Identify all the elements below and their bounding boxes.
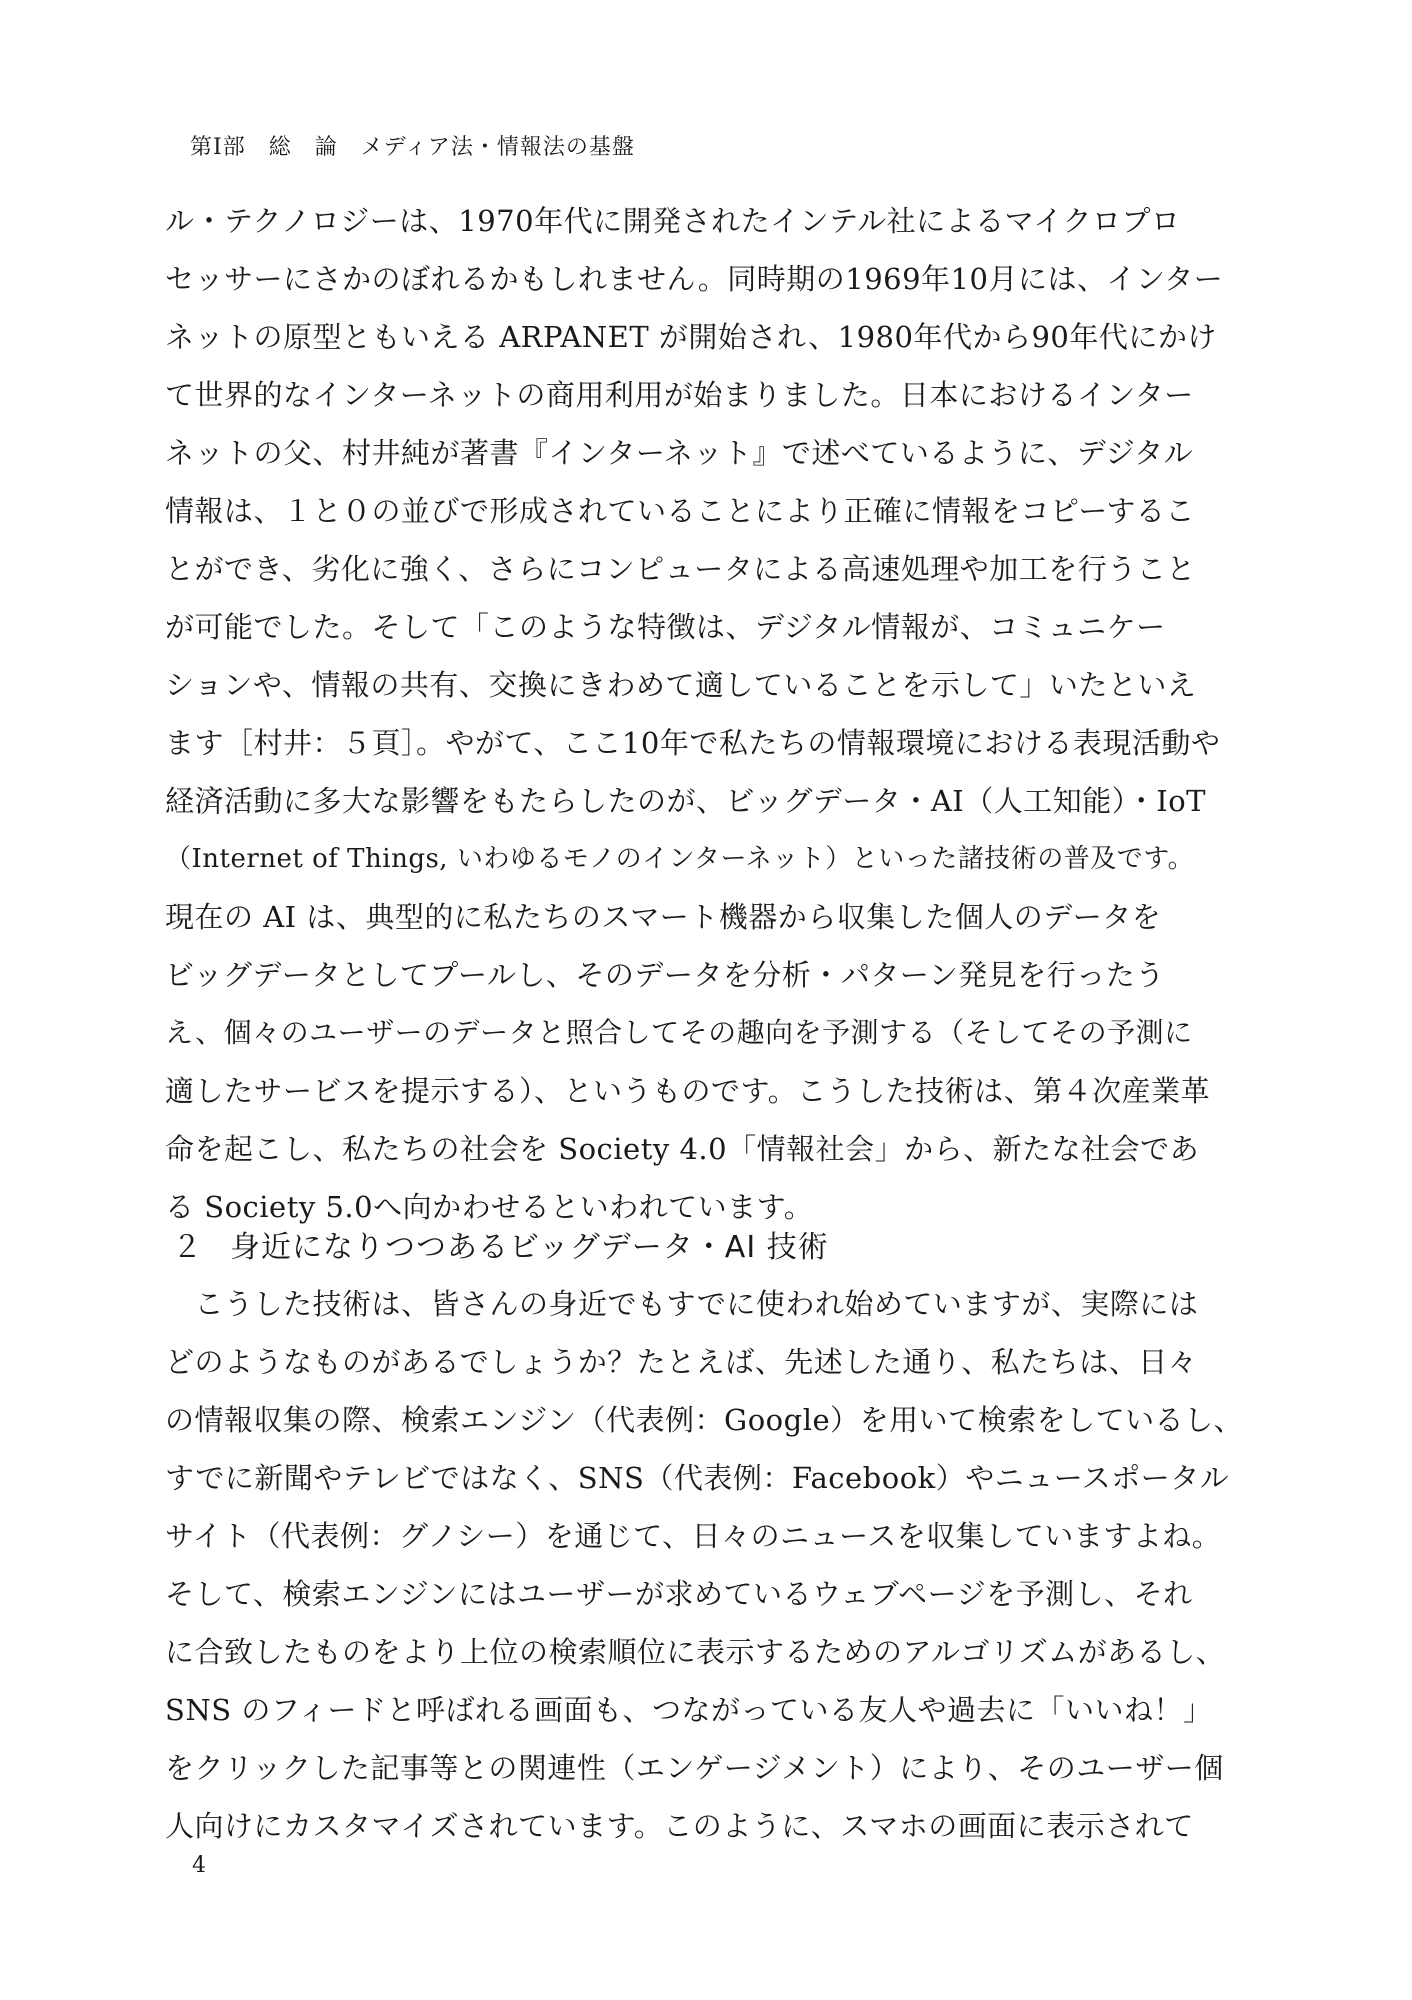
running-head: 第Ⅰ部 総 論 メディア法・情報法の基盤	[190, 135, 635, 160]
paragraph-2	[165, 1275, 1255, 1855]
text-line: ネットの原型ともいえる ARPANET が開始され、1980年代から90年代にかけ	[165, 320, 1217, 354]
text-line: る Society 5.0へ向かわせるといわれています。	[165, 1190, 814, 1224]
text-line: をクリックした記事等との関連性（エンゲージメント）により、そのユーザー個	[165, 1751, 1224, 1785]
text-line: サイト（代表例：グノシー）を通じて、日々のニュースを収集していますよね。	[165, 1519, 1222, 1553]
section-heading	[172, 1220, 829, 1276]
text-line: 情報は、１と０の並びで形成されていることにより正確に情報をコピーするこ	[165, 494, 1195, 528]
text-line: SNS のフィードと呼ばれる画面も、つながっている友人や過去に「いいね！」	[165, 1693, 1213, 1727]
section-title: 身近になりつつあるビッグデータ・AI 技術	[230, 1230, 829, 1265]
text-line: え、個々のユーザーのデータと照合してその趣向を予測する（そしてその予測に	[165, 1016, 1193, 1049]
text-line: に合致したものをより上位の検索順位に表示するためのアルゴリズムがあるし、	[165, 1635, 1226, 1669]
text-line: 人向けにカスタマイズされています。このように、スマホの画面に表示されて	[165, 1809, 1194, 1843]
text-line: 命を起こし、私たちの社会を Society 4.0「情報社会」から、新たな社会であ	[165, 1132, 1200, 1166]
text-line: ル・テクノロジーは、1970年代に開発されたインテル社によるマイクロプロ	[165, 204, 1181, 238]
text-line: とができ、劣化に強く、さらにコンピュータによる高速処理や加工を行うこと	[165, 552, 1196, 586]
text-line: こうした技術は、皆さんの身近でもすでに使われ始めていますが、実際には	[165, 1287, 1199, 1321]
paragraph-1	[165, 192, 1255, 1236]
section-number: ２	[172, 1230, 203, 1265]
text-line: ションや、情報の共有、交換にきわめて適していることを示して」いたといえ	[165, 668, 1197, 702]
text-line: 適したサービスを提示する）、というものです。こうした技術は、第４次産業革	[165, 1074, 1211, 1108]
text-line: ネットの父、村井純が著書『インターネット』で述べているように、デジタル	[165, 436, 1194, 470]
text-line: すでに新聞やテレビではなく、SNS（代表例：Facebook）やニュースポータル	[165, 1461, 1230, 1495]
text-line: セッサーにさかのぼれるかもしれません。同時期の1969年10月には、インター	[165, 262, 1224, 296]
text-line: ます［村井：５頁］。やがて、ここ10年で私たちの情報環境における表現活動や	[165, 726, 1221, 760]
text-line: どのようなものがあるでしょうか？たとえば、先述した通り、私たちは、日々	[165, 1345, 1198, 1379]
text-line: ビッグデータとしてプールし、そのデータを分析・パターン発見を行ったう	[165, 958, 1165, 992]
text-line: が可能でした。そして「このような特徴は、デジタル情報が、コミュニケー	[165, 610, 1166, 644]
text-line: （Internet of Things, いわゆるモノのインターネット）といった諸技術の普及です。	[165, 844, 1195, 874]
text-line: 現在の AI は、典型的に私たちのスマート機器から収集した個人のデータを	[165, 900, 1162, 934]
page-number: 4	[192, 1853, 206, 1878]
text-line: て世界的なインターネットの商用利用が始まりました。日本におけるインター	[165, 378, 1194, 412]
text-line: の情報収集の際、検索エンジン（代表例：Google）を用いて検索をしているし、	[165, 1403, 1244, 1437]
text-line: 経済活動に多大な影響をもたらしたのが、ビッグデータ・AI（人工知能）・IoT	[165, 784, 1206, 818]
text-line: そして、検索エンジンにはユーザーが求めているウェブページを予測し、それ	[165, 1577, 1193, 1611]
